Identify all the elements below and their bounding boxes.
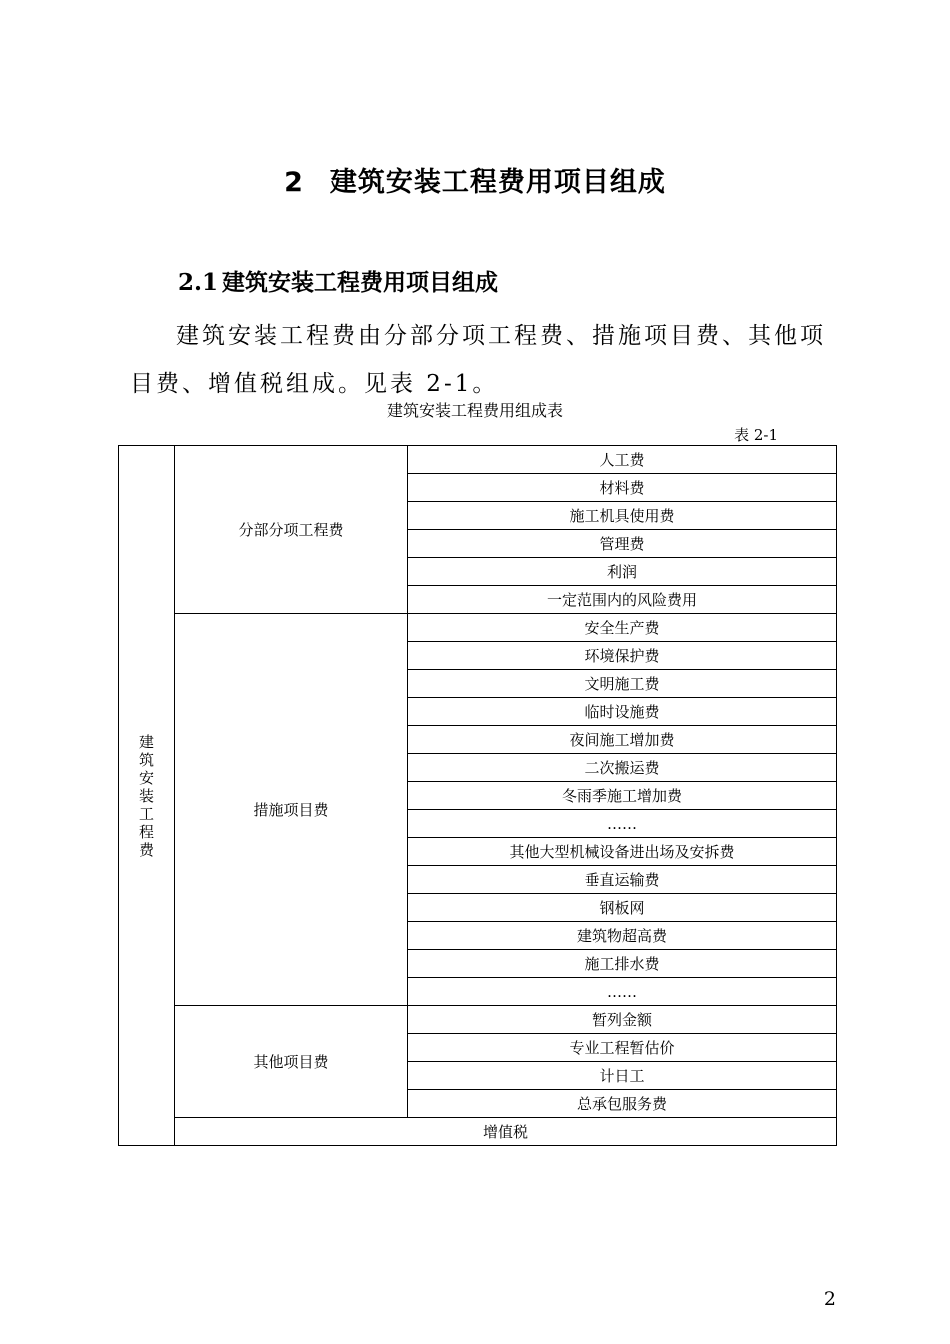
table-row <box>119 446 837 474</box>
chapter-title-text: 建筑安装工程费用项目组成 <box>329 167 666 198</box>
root-category-cell <box>119 446 175 1146</box>
group-name-cell: 措施项目费 <box>175 614 408 1006</box>
item-cell: 材料费 <box>408 474 837 502</box>
body-paragraph: 建筑安装工程费由分部分项工程费、措施项目费、其他项目费、增值税组成。见表 2-1。 <box>130 323 826 397</box>
item-cell: 一定范围内的风险费用 <box>408 586 837 614</box>
item-cell: 利润 <box>408 558 837 586</box>
chapter-number: 2 <box>284 167 304 198</box>
table-row <box>119 1006 837 1034</box>
table-row <box>119 1118 837 1146</box>
item-cell: …… <box>408 978 837 1006</box>
item-cell: 夜间施工增加费 <box>408 726 837 754</box>
root-category-label: 建筑安装工程费 <box>138 732 154 859</box>
item-cell: 施工排水费 <box>408 950 837 978</box>
group-name-cell: 分部分项工程费 <box>175 446 408 614</box>
item-cell: …… <box>408 810 837 838</box>
item-cell: 暂列金额 <box>408 1006 837 1034</box>
table-row <box>119 614 837 642</box>
item-cell: 计日工 <box>408 1062 837 1090</box>
item-cell: 专业工程暂估价 <box>408 1034 837 1062</box>
item-cell: 环境保护费 <box>408 642 837 670</box>
item-cell: 临时设施费 <box>408 698 837 726</box>
table-number: 表 2-1 <box>734 426 778 444</box>
item-cell: 冬雨季施工增加费 <box>408 782 837 810</box>
page-number: 2 <box>823 1288 836 1310</box>
item-cell: 垂直运输费 <box>408 866 837 894</box>
cost-composition-table <box>118 445 837 1146</box>
item-cell: 钢板网 <box>408 894 837 922</box>
item-cell: 二次搬运费 <box>408 754 837 782</box>
item-cell: 人工费 <box>408 446 837 474</box>
group-name-cell: 其他项目费 <box>175 1006 408 1118</box>
chapter-title <box>0 160 950 199</box>
item-cell: 安全生产费 <box>408 614 837 642</box>
section-title <box>178 264 498 297</box>
item-cell: 其他大型机械设备进出场及安拆费 <box>408 838 837 866</box>
tax-cell: 增值税 <box>175 1118 837 1146</box>
item-cell: 施工机具使用费 <box>408 502 837 530</box>
section-number: 2.1 <box>178 269 219 296</box>
cost-table-body <box>119 446 837 1146</box>
item-cell: 管理费 <box>408 530 837 558</box>
item-cell: 文明施工费 <box>408 670 837 698</box>
section-title-text: 建筑安装工程费用项目组成 <box>222 269 499 296</box>
item-cell: 总承包服务费 <box>408 1090 837 1118</box>
item-cell: 建筑物超高费 <box>408 922 837 950</box>
table-caption: 建筑安装工程费用组成表 <box>386 401 563 420</box>
